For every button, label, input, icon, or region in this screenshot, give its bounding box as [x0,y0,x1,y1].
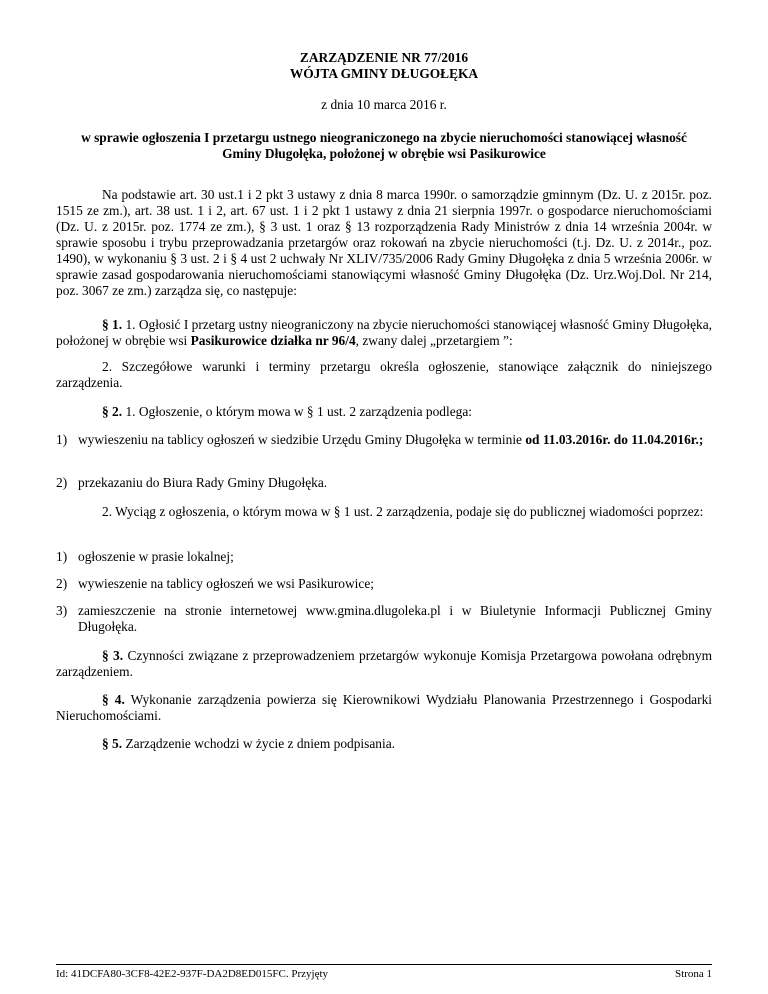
section-3-label: § 3. [102,648,124,663]
section-2-text: 1. Ogłoszenie, o którym mowa w § 1 ust. 2 zarządzenia podlega: [122,404,473,419]
section-2-paragraph-1 [56,404,712,420]
preamble: Na podstawie art. 30 ust.1 i 2 pkt 3 ustawy z dnia 8 marca 1990r. o samorządzie gminnym (Dz. U. z 2015r. poz. 1515 ze zm.), art. 38 ust. 1 i 2, art. 67 ust. 1 i 2 pkt 1 ustawy z dnia 21 sierpnia 1997r. o gospodarce nieruchomościami (Dz. U. z 2015r. poz. 1774 ze zm.), § 3 ust. 1 oraz § 13 rozporządzenia Rady Ministrów z dnia 14 września 2004r. w sprawie sposobu i trybu przeprowadzania przetargów oraz rokowań na zbycie nieruchomości (t.j. Dz. U. z 2014r., poz. 1490), w wykonaniu § 3 ust. 2 i § 4 ust 2 uchwały Nr XLIV/735/2006 Rady Gminy Długołęka z dnia 5 września 2006r. w sprawie zasad gospodarowania nieruchomościami stanowiącymi własność Gminy Długołęka (Dz. Urz.Woj.Dol. Nr 214, poz. 3067 ze zm.) zarządza się, co następuje: [56,187,712,298]
section-2-item-2 [56,475,712,491]
list-number: 2) [56,576,68,591]
list-number: 3) [56,603,68,618]
section-2-list2-item-1 [56,549,712,565]
item-text: przekazaniu do Biura Rady Gminy Długołęka. [78,475,328,490]
item-date-range: od 11.03.2016r. do 11.04.2016r.; [525,432,704,447]
section-3-text: Czynności związane z przeprowadzeniem przetargów wykonuje Komisja Przetargowa powołana odrębnym zarządzeniem. [56,648,712,679]
item-text: ogłoszenie w prasie lokalnej; [78,549,234,564]
footer-page-number: Strona 1 [675,968,712,980]
section-1-paragraph-1 [56,317,712,349]
section-2-item-1 [56,432,712,448]
section-1-text-a: 1. Ogłosić I przetarg ustny nieograniczony na zbycie nieruchomości stanowiącej własność Gminy Długołęka, położonej w obrębie wsi [56,317,712,348]
section-2-list2-item-2 [56,576,712,592]
section-1-parcel: Pasikurowice działka nr 96/4 [190,333,356,348]
document-date: z dnia 10 marca 2016 r. [321,97,447,112]
section-4-text: Wykonanie zarządzenia powierza się Kierownikowi Wydziału Planowania Przestrzennego i Gospodarki Nieruchomościami. [56,692,712,723]
document-title-line2: WÓJTA GMINY DŁUGOŁĘKA [289,66,479,81]
footer-divider [56,964,712,965]
list-number: 1) [56,549,68,564]
document-title-line1: ZARZĄDZENIE NR 77/2016 [299,50,469,65]
document-subject: w sprawie ogłoszenia I przetargu ustnego nieograniczonego na zbycie nieruchomości stanowiącej własność Gminy Długołęka, położonej w obrębie wsi Pasikurowice [81,130,687,161]
section-1-text-b: , zwany dalej „przetargiem ”: [355,333,513,348]
section-5-label: § 5. [102,736,123,751]
section-4-paragraph [56,692,712,724]
section-2-paragraph-2: 2. Wyciąg z ogłoszenia, o którym mowa w § 1 ust. 2 zarządzenia, podaje się do publicznej wiadomości poprzez: [102,504,704,519]
list-number: 1) [56,432,68,447]
item-text: wywieszenie na tablicy ogłoszeń we wsi Pasikurowice; [78,576,374,591]
section-1-label: § 1. [102,317,123,332]
footer-document-id: Id: 41DCFA80-3CF8-42E2-937F-DA2D8ED015FC. Przyjęty [56,968,329,980]
section-5-paragraph [56,736,712,752]
section-1-paragraph-2: 2. Szczegółowe warunki i terminy przetargu określa ogłoszenie, stanowiące załącznik do niniejszego zarządzenia. [56,359,712,390]
item-text: zamieszczenie na stronie internetowej www.gmina.dlugoleka.pl i w Biuletynie Informacji Publicznej Gminy Długołęka. [78,603,712,634]
section-2-label: § 2. [102,404,123,419]
section-5-text: Zarządzenie wchodzi w życie z dniem podpisania. [122,736,395,751]
list-number: 2) [56,475,68,490]
section-3-paragraph [56,648,712,680]
section-2-list2-item-3 [56,603,712,635]
section-4-label: § 4. [102,692,125,707]
item-text: wywieszeniu na tablicy ogłoszeń w siedzibie Urzędu Gminy Długołęka w terminie [78,432,526,447]
